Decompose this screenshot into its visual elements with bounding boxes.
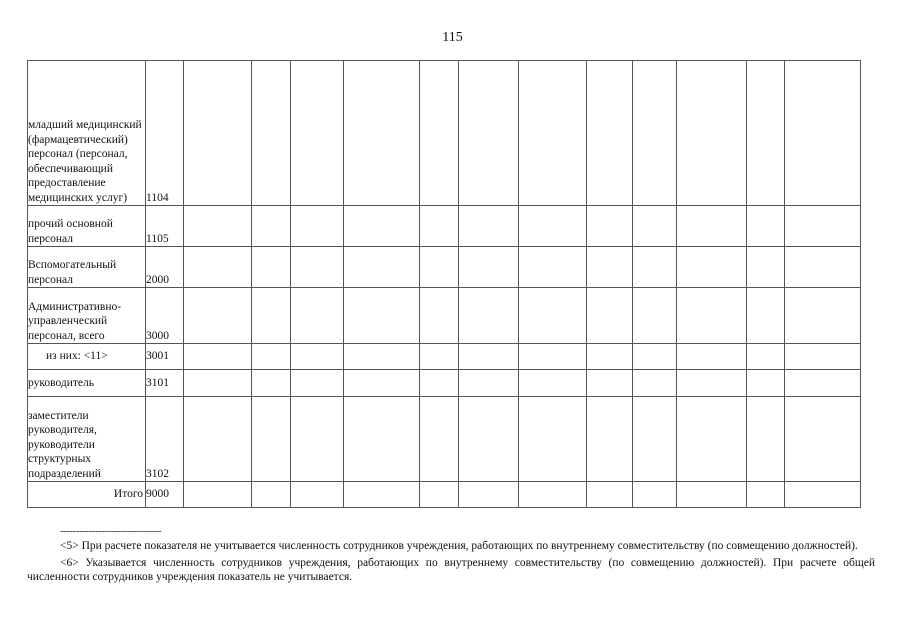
data-cell [184, 61, 252, 206]
data-cell [344, 206, 420, 247]
data-cell [420, 397, 459, 482]
row-label: Вспомогательный персонал [28, 247, 146, 288]
data-cell [459, 344, 519, 370]
row-label: из них: <11> [28, 344, 146, 370]
data-cell [519, 344, 587, 370]
data-cell [420, 482, 459, 508]
data-cell [291, 61, 344, 206]
data-cell [252, 397, 291, 482]
data-cell [785, 482, 861, 508]
row-code: 1104 [146, 61, 184, 206]
data-cell [252, 482, 291, 508]
table-row [28, 370, 861, 397]
data-cell [633, 370, 677, 397]
data-cell [184, 288, 252, 344]
data-cell [184, 482, 252, 508]
row-code: 3001 [146, 344, 184, 370]
footnote-5: <5> При расчете показателя не учитывается численность сотрудников учреждения, работающих по внутреннему совместительству (по совмещению должностей). [60, 540, 858, 552]
row-code: 3102 [146, 397, 184, 482]
data-cell [459, 397, 519, 482]
data-cell [785, 61, 861, 206]
data-cell [633, 482, 677, 508]
staff-table [27, 60, 861, 508]
data-cell [184, 370, 252, 397]
data-cell [420, 370, 459, 397]
data-cell [519, 206, 587, 247]
data-cell [747, 397, 785, 482]
data-cell [587, 288, 633, 344]
row-code: 9000 [146, 482, 184, 508]
data-cell [747, 370, 785, 397]
data-cell [587, 247, 633, 288]
data-cell [587, 397, 633, 482]
data-cell [747, 61, 785, 206]
data-cell [291, 482, 344, 508]
data-cell [420, 247, 459, 288]
data-cell [184, 397, 252, 482]
data-cell [459, 247, 519, 288]
data-cell [633, 61, 677, 206]
data-cell [252, 61, 291, 206]
data-cell [519, 482, 587, 508]
data-cell [785, 397, 861, 482]
table-row [28, 288, 861, 344]
data-cell [747, 344, 785, 370]
data-cell [519, 370, 587, 397]
data-cell [519, 61, 587, 206]
data-cell [677, 61, 747, 206]
table-row [28, 482, 861, 508]
data-cell [420, 206, 459, 247]
row-code: 2000 [146, 247, 184, 288]
data-cell [785, 247, 861, 288]
data-cell [459, 61, 519, 206]
data-cell [677, 288, 747, 344]
data-cell [420, 344, 459, 370]
data-cell [459, 206, 519, 247]
data-cell [519, 397, 587, 482]
data-cell [291, 397, 344, 482]
data-cell [785, 370, 861, 397]
data-cell [291, 206, 344, 247]
table-row [28, 397, 861, 482]
data-cell [459, 482, 519, 508]
row-code: 1105 [146, 206, 184, 247]
data-cell [252, 344, 291, 370]
data-cell [587, 370, 633, 397]
page-number: 115 [442, 30, 463, 45]
footnote-separator: -------------------------------- [60, 525, 162, 537]
data-cell [252, 206, 291, 247]
data-cell [633, 247, 677, 288]
data-cell [252, 247, 291, 288]
footnote-6: <6> Указывается численность сотрудников учреждения, работающих по внутреннему совместительству (по совмещению должностей). При расчете общей численности сотрудников учреждения показатель не учитывается. [27, 556, 875, 583]
footnotes [27, 525, 875, 585]
data-cell [747, 482, 785, 508]
data-cell [459, 370, 519, 397]
data-cell [252, 370, 291, 397]
data-cell [633, 397, 677, 482]
data-cell [344, 288, 420, 344]
row-label: руководитель [28, 370, 146, 397]
data-cell [747, 247, 785, 288]
data-cell [747, 206, 785, 247]
row-label: заместители руководителя, руководители структурных подразделений [28, 397, 146, 482]
data-cell [519, 288, 587, 344]
data-cell [252, 288, 291, 344]
row-label: Административно-управленческий персонал, всего [28, 288, 146, 344]
data-cell [587, 482, 633, 508]
data-cell [677, 397, 747, 482]
data-cell [587, 206, 633, 247]
data-cell [291, 288, 344, 344]
table-row [28, 247, 861, 288]
data-cell [519, 247, 587, 288]
data-cell [291, 247, 344, 288]
table-row [28, 61, 861, 206]
data-cell [420, 288, 459, 344]
data-cell [633, 288, 677, 344]
data-cell [459, 288, 519, 344]
data-cell [587, 61, 633, 206]
data-cell [587, 344, 633, 370]
data-cell [633, 344, 677, 370]
data-cell [344, 61, 420, 206]
data-cell [785, 288, 861, 344]
table-row [28, 344, 861, 370]
row-code: 3101 [146, 370, 184, 397]
data-cell [184, 247, 252, 288]
data-cell [344, 370, 420, 397]
row-label: прочий основной персонал [28, 206, 146, 247]
data-cell [184, 206, 252, 247]
data-cell [420, 61, 459, 206]
data-cell [184, 344, 252, 370]
data-cell [677, 344, 747, 370]
data-cell [344, 397, 420, 482]
data-cell [344, 482, 420, 508]
data-cell [785, 206, 861, 247]
data-cell [344, 344, 420, 370]
data-cell [344, 247, 420, 288]
row-label: Итого [28, 482, 146, 508]
data-cell [677, 206, 747, 247]
data-cell [677, 482, 747, 508]
data-cell [291, 344, 344, 370]
data-cell [747, 288, 785, 344]
data-cell [785, 344, 861, 370]
row-label: младший медицинский (фармацевтический) персонал (персонал, обеспечивающий предоставление медицинских услуг) [28, 61, 146, 206]
table-row [28, 206, 861, 247]
data-cell [291, 370, 344, 397]
row-code: 3000 [146, 288, 184, 344]
data-cell [633, 206, 677, 247]
data-cell [677, 370, 747, 397]
data-cell [677, 247, 747, 288]
